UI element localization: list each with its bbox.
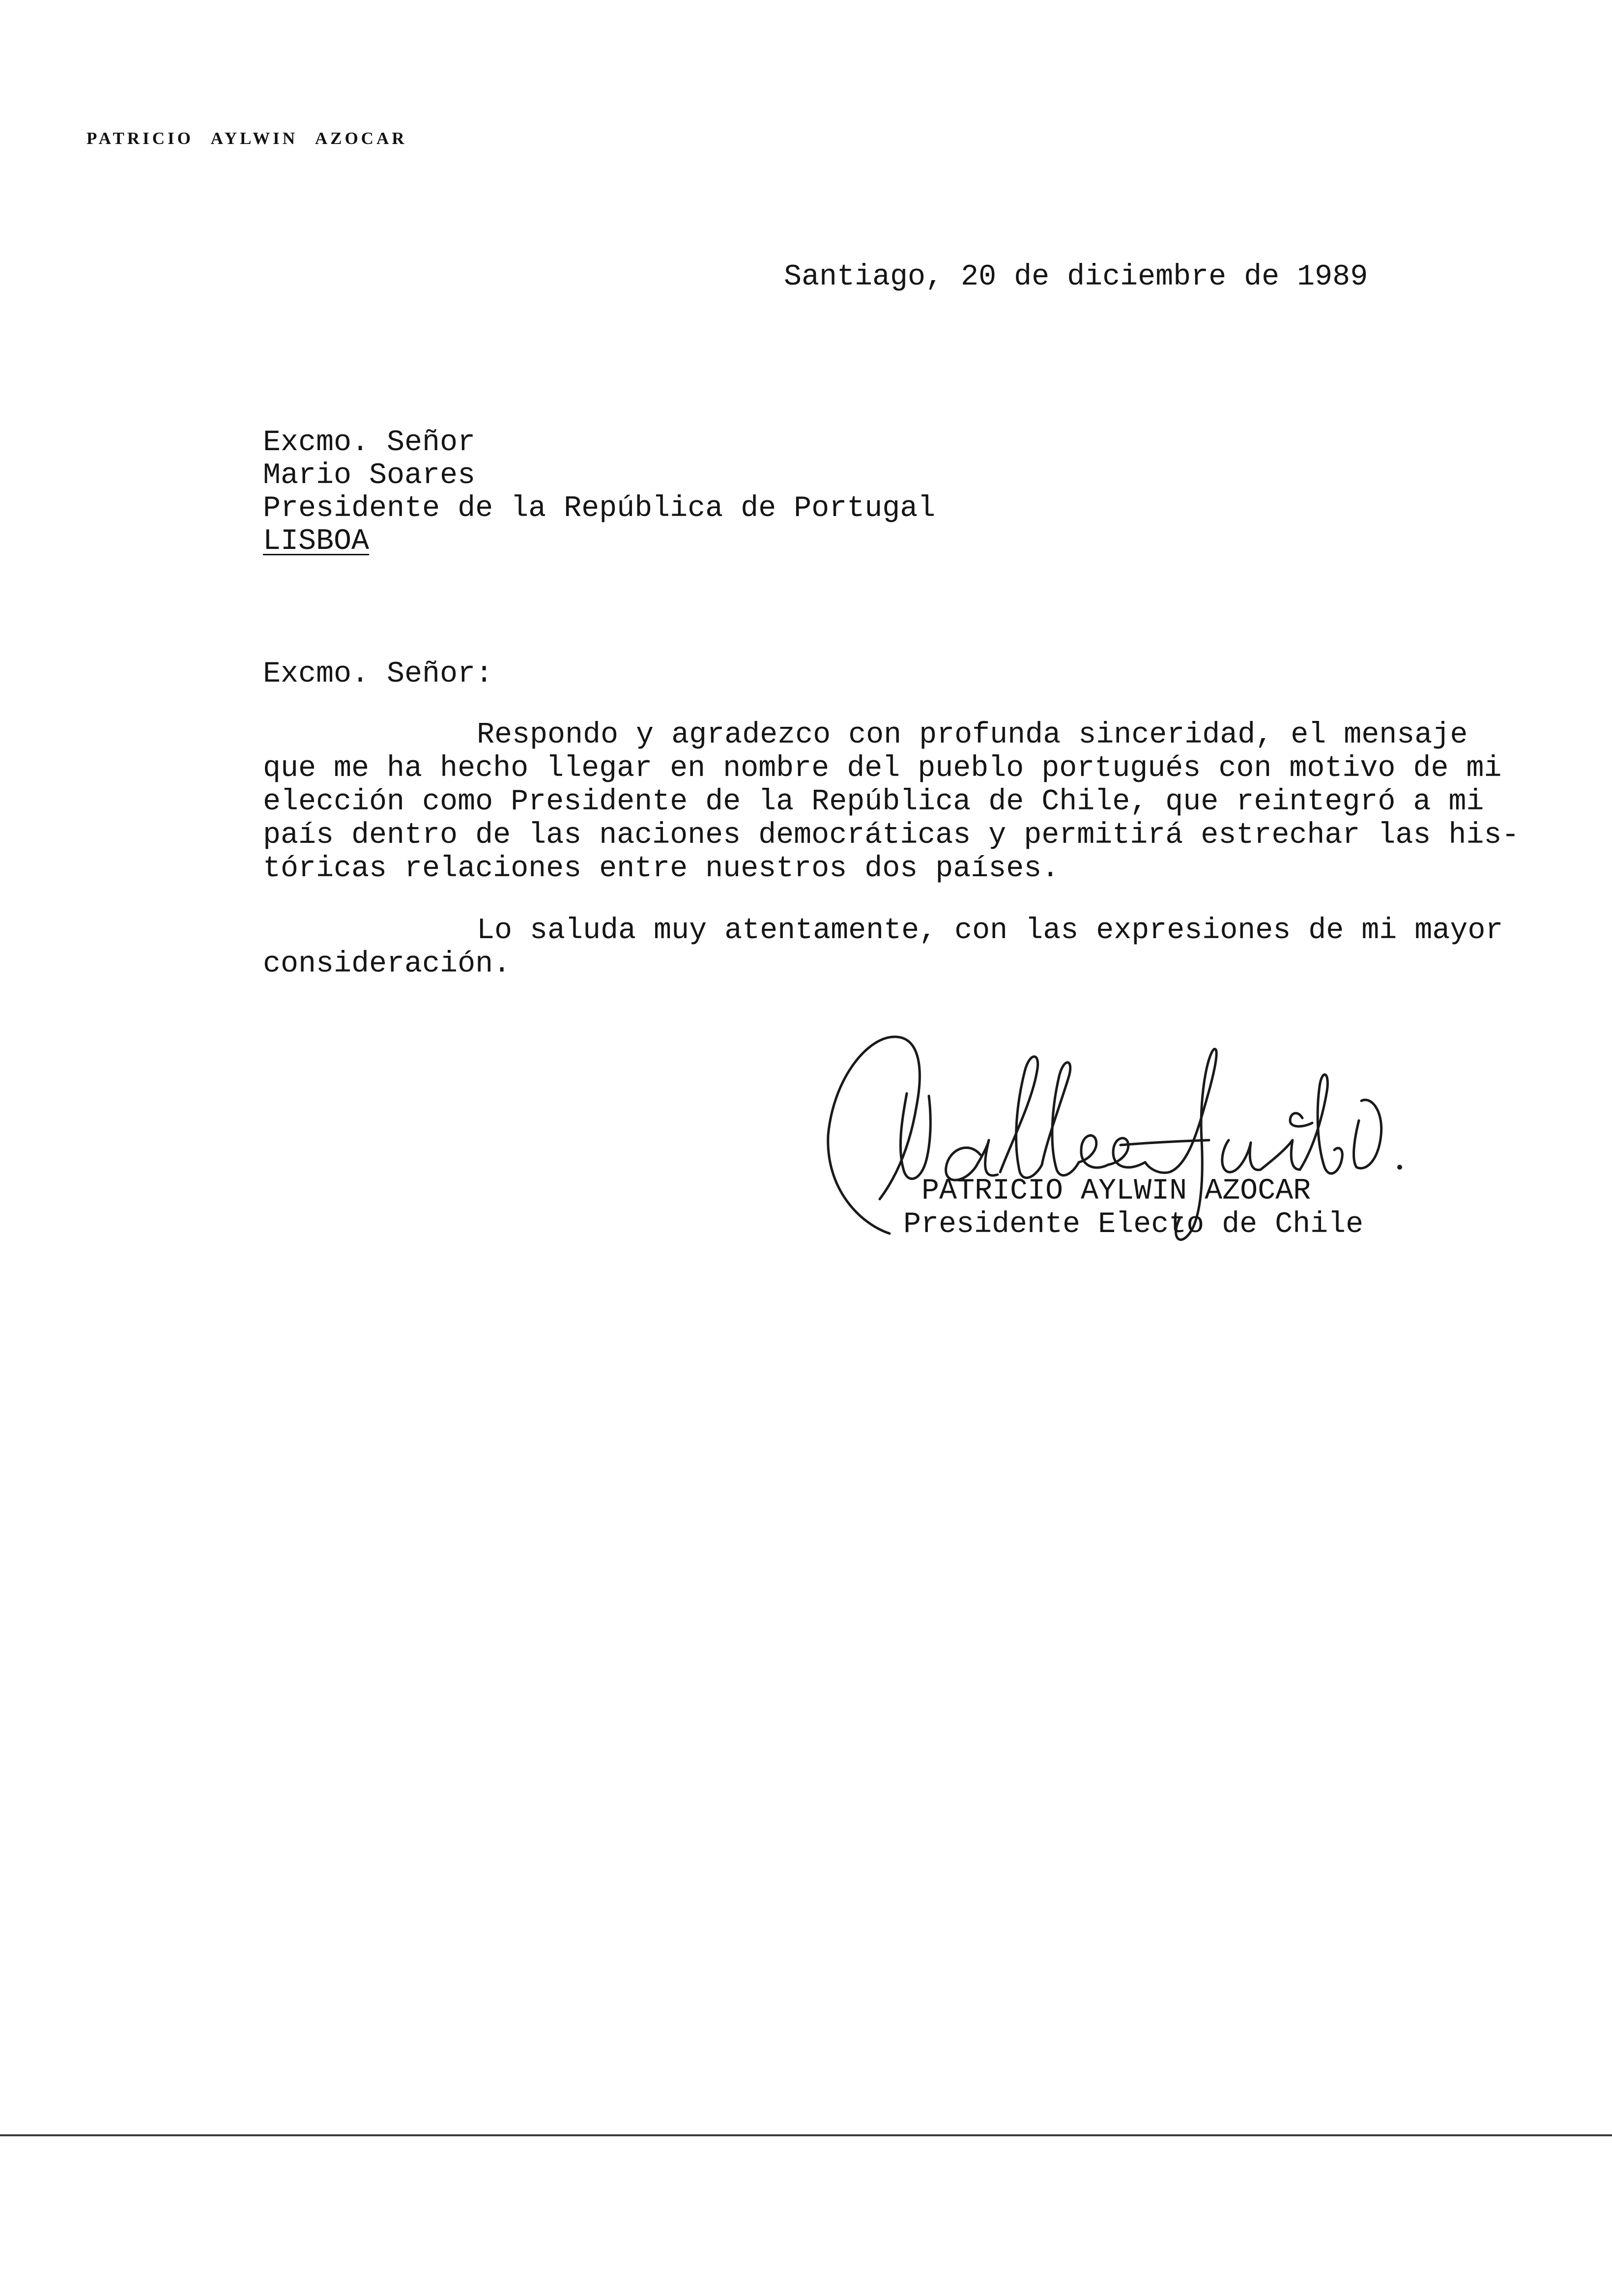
recipient-honorific: Excmo. Señor	[263, 426, 476, 459]
recipient-address	[263, 427, 935, 558]
recipient-name: Mario Soares	[263, 459, 476, 492]
paragraph-line: que me ha hecho llegar en nombre del pueblo portugués con motivo de mi	[263, 752, 1502, 785]
recipient-title: Presidente de la República de Portugal	[263, 492, 936, 525]
recipient-city: LISBOA	[263, 525, 370, 558]
letterhead: PATRICIO AYLWIN AZOCAR	[86, 129, 407, 148]
paragraph-line: tóricas relaciones entre nuestros dos países.	[263, 852, 1060, 886]
paragraph-line: elección como Presidente de la República de Chile, que reintegró a mi	[263, 785, 1484, 819]
signatory-title: Presidente Electo de Chile	[903, 1208, 1364, 1241]
page-bottom-rule	[0, 2134, 1612, 2136]
salutation: Excmo. Señor:	[263, 658, 493, 691]
paragraph-line: Respondo y agradezco con profunda sinceridad, el mensaje	[477, 718, 1468, 752]
body-paragraph-1	[263, 718, 1520, 886]
paragraph-line: país dentro de las naciones democráticas y permitirá estrechar las his-	[263, 819, 1520, 852]
paragraph-line: Lo saluda muy atentamente, con las expresiones de mi mayor	[477, 914, 1503, 947]
paragraph-line: consideración.	[263, 947, 511, 981]
dateline: Santiago, 20 de diciembre de 1989	[784, 260, 1368, 294]
signatory-name: PATRICIO AYLWIN AZOCAR	[921, 1175, 1311, 1208]
body-paragraph-2	[263, 914, 1503, 981]
